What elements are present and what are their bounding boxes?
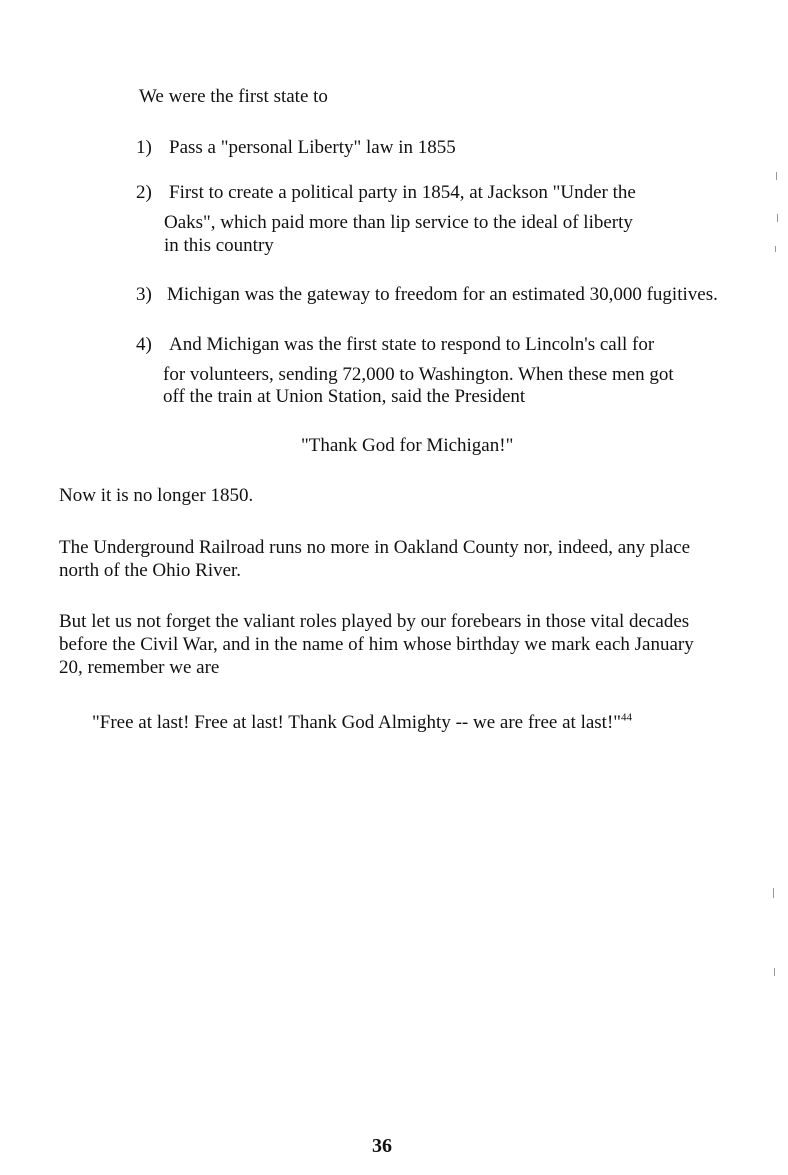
scan-mark bbox=[777, 214, 778, 222]
list-item-line: Michigan was the gateway to freedom for an estimated 30,000 fugitives. bbox=[167, 284, 718, 305]
footnote-reference: 44 bbox=[621, 711, 633, 724]
paragraph-3-line: But let us not forget the valiant roles played by our forebears in those vital decades bbox=[59, 611, 690, 632]
paragraph-3-line: 20, remember we are bbox=[59, 657, 220, 678]
list-item-line: Oaks", which paid more than lip service to the ideal of liberty bbox=[164, 212, 633, 233]
list-item-line: First to create a political party in 1854, at Jackson "Under the bbox=[169, 182, 636, 203]
paragraph-1: Now it is no longer 1850. bbox=[59, 485, 254, 506]
list-item-number: 3) bbox=[136, 284, 152, 305]
scan-mark bbox=[776, 172, 777, 180]
list-item-line: And Michigan was the first state to respond to Lincoln's call for bbox=[169, 334, 655, 355]
list-item-line: off the train at Union Station, said the President bbox=[163, 386, 526, 407]
list-item-number: 1) bbox=[136, 137, 152, 158]
intro-text: We were the first state to bbox=[139, 86, 328, 107]
president-quote: "Thank God for Michigan!" bbox=[301, 435, 514, 456]
paragraph-2-line: north of the Ohio River. bbox=[59, 560, 242, 581]
paragraph-3-line: before the Civil War, and in the name of him whose birthday we mark each January bbox=[59, 634, 694, 655]
list-item-line: in this country bbox=[164, 235, 274, 256]
closing-quote bbox=[92, 712, 632, 734]
closing-quote-text: "Free at last! Free at last! Thank God Almighty -- we are free at last!" bbox=[92, 712, 622, 733]
list-item-number: 4) bbox=[136, 334, 152, 355]
list-item-number: 2) bbox=[136, 182, 152, 203]
list-item-line: Pass a "personal Liberty" law in 1855 bbox=[169, 137, 456, 158]
list-item-line: for volunteers, sending 72,000 to Washington. When these men got bbox=[163, 364, 674, 385]
scan-mark bbox=[775, 246, 776, 252]
scan-mark bbox=[773, 888, 774, 898]
page-number: 36 bbox=[372, 1135, 392, 1157]
scan-mark bbox=[774, 968, 775, 976]
paragraph-2-line: The Underground Railroad runs no more in Oakland County nor, indeed, any place bbox=[59, 537, 691, 558]
